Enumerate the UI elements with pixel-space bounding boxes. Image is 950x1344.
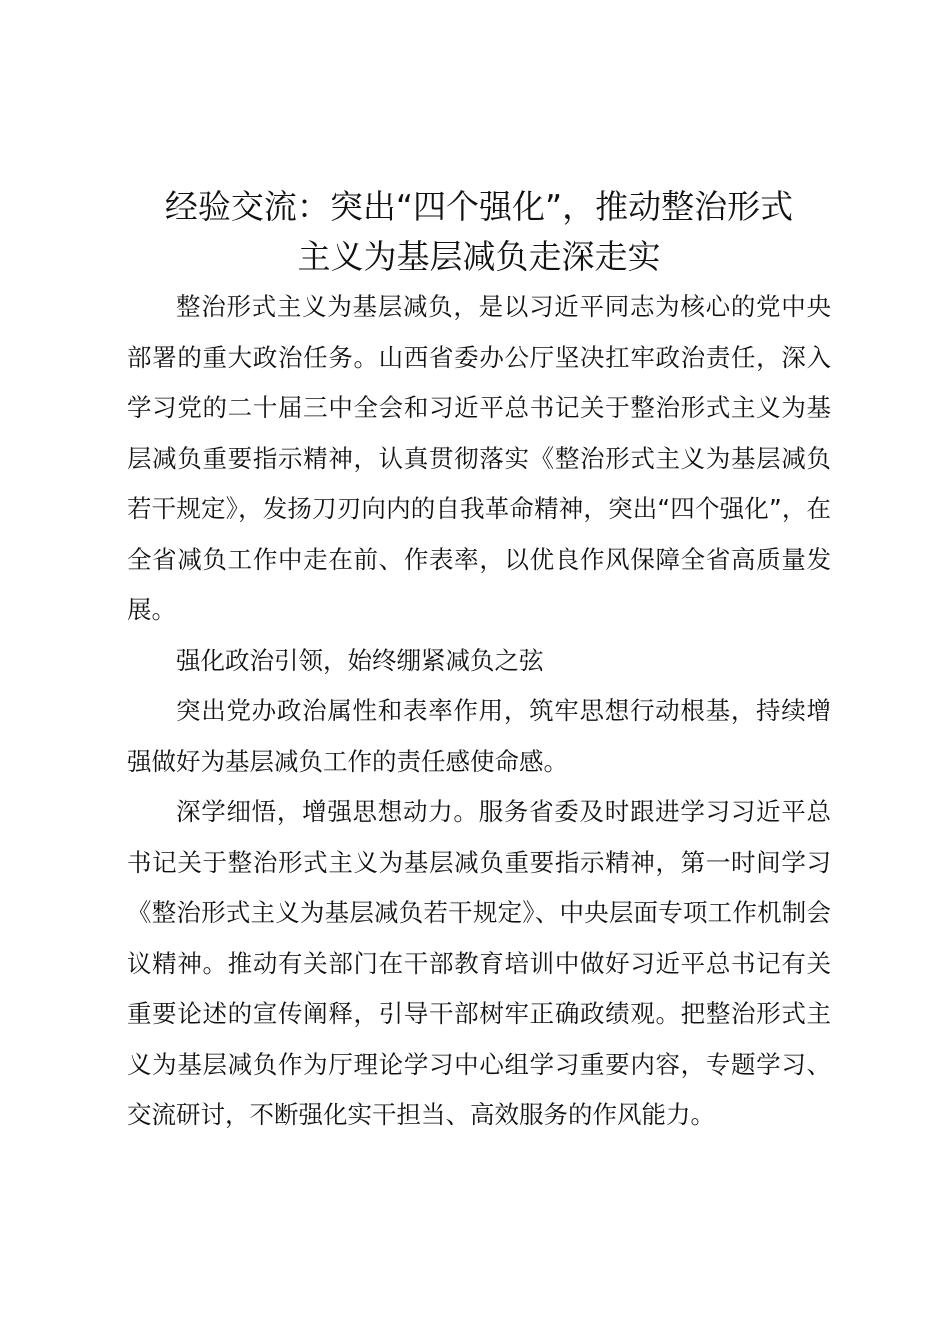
- document-page: [127, 182, 831, 1141]
- paragraph-intro: 整治形式主义为基层减负，是以习近平同志为核心的党中央部署的重大政治任务。山西省委办公厅坚决扛牢政治责任，深入学习党的二十届三中全会和习近平总书记关于整治形式主义为基层减负重要指示精神，认真贯彻落实《整治形式主义为基层减负若干规定》，发扬刀刃向内的自我革命精神，突出“四个强化”，在全省减负工作中走在前、作表率，以优良作风保障全省高质量发展。: [127, 292, 831, 624]
- paragraph-study: 深学细悟，增强思想动力。服务省委及时跟进学习习近平总书记关于整治形式主义为基层减负重要指示精神，第一时间学习《整治形式主义为基层减负若干规定》、中央层面专项工作机制会议精神。推动有关部门在干部教育培训中做好习近平总书记有关重要论述的宣传阐释，引导干部树牢正确政绩观。把整治形式主义为基层减负作为厅理论学习中心组学习重要内容，专题学习、交流研讨，不断强化实干担当、高效服务的作风能力。: [127, 797, 831, 1129]
- title-line-1: 经验交流：突出“四个强化”，推动整治形式: [164, 187, 794, 226]
- paragraph-section-summary: 突出党办政治属性和表率作用，筑牢思想行动根基，持续增强做好为基层减负工作的责任感使命感。: [127, 696, 831, 776]
- title-line-2: 主义为基层减负走深走实: [297, 237, 661, 276]
- document-title: [127, 182, 831, 282]
- section-heading: 强化政治引领，始终绷紧减负之弦: [176, 645, 544, 675]
